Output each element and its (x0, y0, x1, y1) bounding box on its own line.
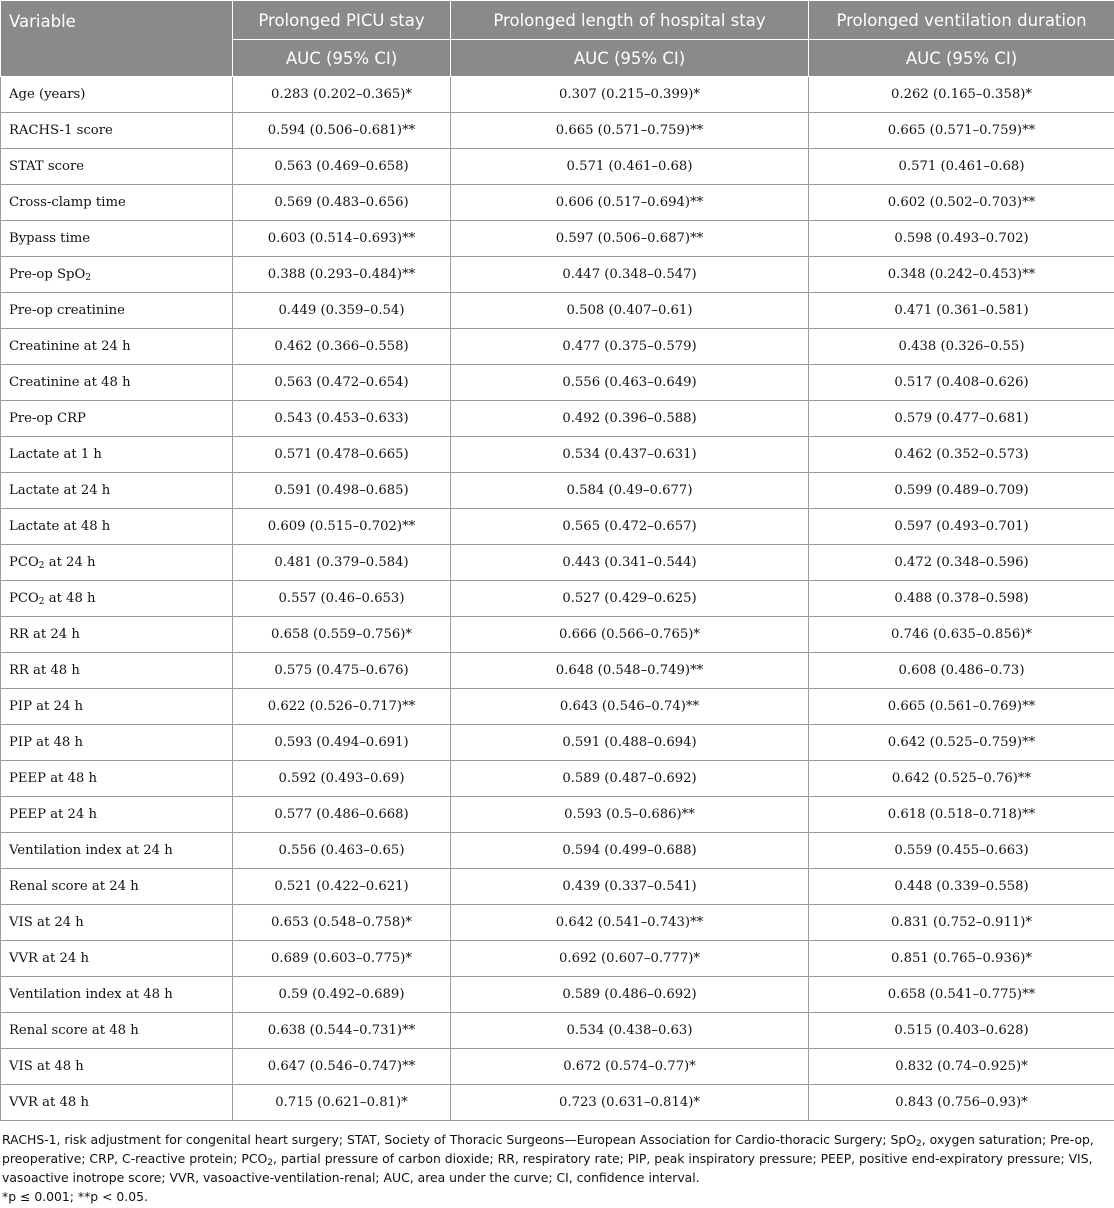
auc-cell-ventilation: 0.658 (0.541–0.775)** (809, 977, 1114, 1013)
auc-cell-ventilation: 0.746 (0.635–0.856)* (809, 617, 1114, 653)
table-row (1, 365, 1114, 401)
auc-cell-hospital: 0.593 (0.5–0.686)** (451, 797, 809, 833)
auc-cell-hospital: 0.439 (0.337–0.541) (451, 869, 809, 905)
auc-cell-picu: 0.556 (0.463–0.65) (233, 833, 451, 869)
table-row (1, 1049, 1114, 1085)
auc-cell-picu: 0.653 (0.548–0.758)* (233, 905, 451, 941)
variable-subscript: 2 (38, 561, 45, 571)
variable-cell (1, 437, 233, 473)
variable-label: PEEP at 24 h (9, 807, 98, 822)
variable-cell (1, 1085, 233, 1121)
variable-cell (1, 509, 233, 545)
variable-cell (1, 941, 233, 977)
subheader-auc-ventilation: AUC (95% CI) (809, 40, 1114, 77)
variable-cell (1, 689, 233, 725)
variable-cell (1, 149, 233, 185)
variable-label: VVR at 24 h (9, 951, 89, 966)
variable-label: Ventilation index at 48 h (9, 987, 173, 1002)
auc-cell-ventilation: 0.348 (0.242–0.453)** (809, 257, 1114, 293)
auc-cell-picu: 0.594 (0.506–0.681)** (233, 113, 451, 149)
auc-cell-ventilation: 0.462 (0.352–0.573) (809, 437, 1114, 473)
auc-cell-hospital: 0.594 (0.499–0.688) (451, 833, 809, 869)
auc-cell-hospital: 0.589 (0.486–0.692) (451, 977, 809, 1013)
variable-label-suffix: at 48 h (44, 591, 96, 606)
variable-label: Bypass time (9, 231, 90, 246)
auc-cell-ventilation: 0.488 (0.378–0.598) (809, 581, 1114, 617)
abbrev-subscript-2: 2 (267, 1158, 273, 1168)
variable-cell (1, 1013, 233, 1049)
abbrev-part-3: , partial pressure of carbon dioxide; RR, respiratory rate; PIP, peak inspiratory pressure; PEEP, positive end-expiratory pressure; VIS, vasoactive inotrope score; VVR, vasoactive-ventilation-renal; AUC, area under the curve; CI, confidence interval. (2, 1151, 1093, 1185)
auc-cell-hospital: 0.584 (0.49–0.677) (451, 473, 809, 509)
variable-subscript: 2 (38, 597, 45, 607)
table-row (1, 1013, 1114, 1049)
auc-cell-picu: 0.569 (0.483–0.656) (233, 185, 451, 221)
auc-cell-picu: 0.543 (0.453–0.633) (233, 401, 451, 437)
auc-cell-picu: 0.571 (0.478–0.665) (233, 437, 451, 473)
auc-cell-ventilation: 0.448 (0.339–0.558) (809, 869, 1114, 905)
variable-label: Ventilation index at 24 h (9, 843, 173, 858)
auc-cell-ventilation: 0.831 (0.752–0.911)* (809, 905, 1114, 941)
table-header (1, 1, 1114, 77)
table-body (1, 77, 1114, 1121)
abbreviations-note (2, 1130, 1112, 1187)
table-row (1, 905, 1114, 941)
table-row (1, 77, 1114, 113)
header-variable: Variable (1, 1, 233, 77)
auc-cell-hospital: 0.477 (0.375–0.579) (451, 329, 809, 365)
variable-cell (1, 365, 233, 401)
auc-cell-hospital: 0.648 (0.548–0.749)** (451, 653, 809, 689)
variable-cell (1, 545, 233, 581)
auc-cell-hospital: 0.556 (0.463–0.649) (451, 365, 809, 401)
variable-cell (1, 77, 233, 113)
table-row (1, 761, 1114, 797)
variable-label: PCO (9, 555, 39, 570)
table-row (1, 869, 1114, 905)
variable-cell (1, 473, 233, 509)
auc-cell-ventilation: 0.642 (0.525–0.759)** (809, 725, 1114, 761)
auc-cell-hospital: 0.565 (0.472–0.657) (451, 509, 809, 545)
table-row (1, 401, 1114, 437)
variable-label-suffix: at 24 h (44, 555, 96, 570)
auc-cell-picu: 0.577 (0.486–0.668) (233, 797, 451, 833)
auc-cell-hospital: 0.692 (0.607–0.777)* (451, 941, 809, 977)
auc-cell-picu: 0.591 (0.498–0.685) (233, 473, 451, 509)
variable-cell (1, 581, 233, 617)
auc-cell-hospital: 0.571 (0.461–0.68) (451, 149, 809, 185)
auc-cell-hospital: 0.534 (0.438–0.63) (451, 1013, 809, 1049)
table-row (1, 221, 1114, 257)
variable-cell (1, 797, 233, 833)
variable-label: Lactate at 24 h (9, 483, 111, 498)
variable-label: Renal score at 48 h (9, 1023, 139, 1038)
variable-cell (1, 761, 233, 797)
auc-cell-picu: 0.638 (0.544–0.731)** (233, 1013, 451, 1049)
auc-cell-hospital: 0.591 (0.488–0.694) (451, 725, 809, 761)
auc-cell-hospital: 0.307 (0.215–0.399)* (451, 77, 809, 113)
auc-cell-picu: 0.59 (0.492–0.689) (233, 977, 451, 1013)
table-row (1, 185, 1114, 221)
auc-cell-ventilation: 0.471 (0.361–0.581) (809, 293, 1114, 329)
variable-label: PIP at 24 h (9, 699, 83, 714)
variable-cell (1, 905, 233, 941)
variable-label: Lactate at 1 h (9, 447, 102, 462)
auc-cell-picu: 0.388 (0.293–0.484)** (233, 257, 451, 293)
table-row (1, 1085, 1114, 1121)
abbrev-part-1: RACHS-1, risk adjustment for congenital heart surgery; STAT, Society of Thoracic Surgeons—European Association for Cardio-thoracic Surgery; SpO (2, 1132, 917, 1147)
auc-cell-ventilation: 0.608 (0.486–0.73) (809, 653, 1114, 689)
auc-cell-ventilation: 0.618 (0.518–0.718)** (809, 797, 1114, 833)
auc-cell-ventilation: 0.579 (0.477–0.681) (809, 401, 1114, 437)
variable-label: Pre-op SpO (9, 267, 86, 282)
auc-cell-hospital: 0.589 (0.487–0.692) (451, 761, 809, 797)
variable-cell (1, 257, 233, 293)
auc-cell-picu: 0.283 (0.202–0.365)* (233, 77, 451, 113)
auc-cell-hospital: 0.672 (0.574–0.77)* (451, 1049, 809, 1085)
table-row (1, 329, 1114, 365)
auc-cell-picu: 0.563 (0.472–0.654) (233, 365, 451, 401)
variable-cell (1, 977, 233, 1013)
table-row (1, 941, 1114, 977)
variable-label: STAT score (9, 159, 85, 174)
auc-cell-ventilation: 0.843 (0.756–0.93)* (809, 1085, 1114, 1121)
subheader-auc-picu: AUC (95% CI) (233, 40, 451, 77)
variable-label: PCO (9, 591, 39, 606)
table-row (1, 473, 1114, 509)
variable-label: Creatinine at 24 h (9, 339, 131, 354)
variable-label: Pre-op creatinine (9, 303, 125, 318)
auc-cell-hospital: 0.723 (0.631–0.814)* (451, 1085, 809, 1121)
header-picu: Prolonged PICU stay (233, 1, 451, 40)
variable-cell (1, 113, 233, 149)
auc-cell-ventilation: 0.599 (0.489–0.709) (809, 473, 1114, 509)
auc-cell-ventilation: 0.598 (0.493–0.702) (809, 221, 1114, 257)
abbrev-part-2: , oxygen saturation; Pre-op, preoperative; CRP, C-reactive protein; PCO (2, 1132, 1094, 1166)
auc-cell-ventilation: 0.597 (0.493–0.701) (809, 509, 1114, 545)
auc-cell-hospital: 0.597 (0.506–0.687)** (451, 221, 809, 257)
header-ventilation: Prolonged ventilation duration (809, 1, 1114, 40)
auc-cell-hospital: 0.606 (0.517–0.694)** (451, 185, 809, 221)
auc-cell-hospital: 0.447 (0.348–0.547) (451, 257, 809, 293)
auc-cell-picu: 0.593 (0.494–0.691) (233, 725, 451, 761)
auc-cell-hospital: 0.527 (0.429–0.625) (451, 581, 809, 617)
auc-cell-picu: 0.603 (0.514–0.693)** (233, 221, 451, 257)
variable-cell (1, 221, 233, 257)
auc-cell-ventilation: 0.438 (0.326–0.55) (809, 329, 1114, 365)
variable-label: PIP at 48 h (9, 735, 83, 750)
table-row (1, 545, 1114, 581)
auc-cell-picu: 0.462 (0.366–0.558) (233, 329, 451, 365)
table-row (1, 293, 1114, 329)
auc-cell-picu: 0.563 (0.469–0.658) (233, 149, 451, 185)
variable-label: RACHS-1 score (9, 123, 113, 138)
table-row (1, 653, 1114, 689)
auc-cell-ventilation: 0.559 (0.455–0.663) (809, 833, 1114, 869)
auc-cell-picu: 0.689 (0.603–0.775)* (233, 941, 451, 977)
auc-cell-picu: 0.658 (0.559–0.756)* (233, 617, 451, 653)
variable-cell (1, 869, 233, 905)
auc-cell-picu: 0.592 (0.493–0.69) (233, 761, 451, 797)
table-row (1, 437, 1114, 473)
auc-cell-picu: 0.609 (0.515–0.702)** (233, 509, 451, 545)
variable-label: VIS at 48 h (9, 1059, 84, 1074)
auc-cell-picu: 0.449 (0.359–0.54) (233, 293, 451, 329)
auc-cell-hospital: 0.492 (0.396–0.588) (451, 401, 809, 437)
auc-cell-picu: 0.575 (0.475–0.676) (233, 653, 451, 689)
auc-cell-ventilation: 0.262 (0.165–0.358)* (809, 77, 1114, 113)
subheader-auc-hospital: AUC (95% CI) (451, 40, 809, 77)
header-hospital: Prolonged length of hospital stay (451, 1, 809, 40)
auc-cell-ventilation: 0.832 (0.74–0.925)* (809, 1049, 1114, 1085)
auc-cell-ventilation: 0.571 (0.461–0.68) (809, 149, 1114, 185)
table-row (1, 617, 1114, 653)
variable-label: Cross-clamp time (9, 195, 126, 210)
auc-cell-hospital: 0.534 (0.437–0.631) (451, 437, 809, 473)
table-row (1, 977, 1114, 1013)
variable-cell (1, 617, 233, 653)
table-footnote (2, 1130, 1112, 1206)
auc-cell-hospital: 0.665 (0.571–0.759)** (451, 113, 809, 149)
variable-label: VVR at 48 h (9, 1095, 89, 1110)
variable-label: Pre-op CRP (9, 411, 86, 426)
auc-cell-hospital: 0.508 (0.407–0.61) (451, 293, 809, 329)
variable-label: Age (years) (9, 87, 86, 102)
table-row (1, 149, 1114, 185)
auc-cell-picu: 0.481 (0.379–0.584) (233, 545, 451, 581)
table-row (1, 833, 1114, 869)
variable-cell (1, 833, 233, 869)
significance-note: *p ≤ 0.001; **p < 0.05. (2, 1189, 148, 1204)
variable-label: PEEP at 48 h (9, 771, 98, 786)
auc-cell-ventilation: 0.472 (0.348–0.596) (809, 545, 1114, 581)
variable-cell (1, 329, 233, 365)
auc-cell-picu: 0.622 (0.526–0.717)** (233, 689, 451, 725)
table-row (1, 797, 1114, 833)
table-row (1, 581, 1114, 617)
auc-cell-picu: 0.715 (0.621–0.81)* (233, 1085, 451, 1121)
table-row (1, 113, 1114, 149)
variable-cell (1, 725, 233, 761)
auc-cell-hospital: 0.443 (0.341–0.544) (451, 545, 809, 581)
auc-cell-ventilation: 0.517 (0.408–0.626) (809, 365, 1114, 401)
variable-cell (1, 653, 233, 689)
auc-cell-ventilation: 0.851 (0.765–0.936)* (809, 941, 1114, 977)
auc-cell-hospital: 0.643 (0.546–0.74)** (451, 689, 809, 725)
table-row (1, 509, 1114, 545)
variable-label: RR at 48 h (9, 663, 80, 678)
auc-cell-ventilation: 0.515 (0.403–0.628) (809, 1013, 1114, 1049)
variable-label: Lactate at 48 h (9, 519, 111, 534)
auc-cell-ventilation: 0.665 (0.561–0.769)** (809, 689, 1114, 725)
variable-cell (1, 185, 233, 221)
auc-cell-ventilation: 0.602 (0.502–0.703)** (809, 185, 1114, 221)
variable-label: Renal score at 24 h (9, 879, 139, 894)
variable-cell (1, 293, 233, 329)
abbrev-subscript-1: 2 (916, 1139, 922, 1149)
variable-label: VIS at 24 h (9, 915, 84, 930)
auc-cell-picu: 0.647 (0.546–0.747)** (233, 1049, 451, 1085)
auc-cell-hospital: 0.666 (0.566–0.765)* (451, 617, 809, 653)
auc-cell-ventilation: 0.665 (0.571–0.759)** (809, 113, 1114, 149)
auc-cell-hospital: 0.642 (0.541–0.743)** (451, 905, 809, 941)
variable-cell (1, 401, 233, 437)
table-row (1, 725, 1114, 761)
table-row (1, 257, 1114, 293)
variable-label: RR at 24 h (9, 627, 80, 642)
variable-label: Creatinine at 48 h (9, 375, 131, 390)
variable-cell (1, 1049, 233, 1085)
auc-cell-picu: 0.557 (0.46–0.653) (233, 581, 451, 617)
auc-cell-picu: 0.521 (0.422–0.621) (233, 869, 451, 905)
auc-cell-ventilation: 0.642 (0.525–0.76)** (809, 761, 1114, 797)
variable-subscript: 2 (85, 273, 92, 283)
table-row (1, 689, 1114, 725)
